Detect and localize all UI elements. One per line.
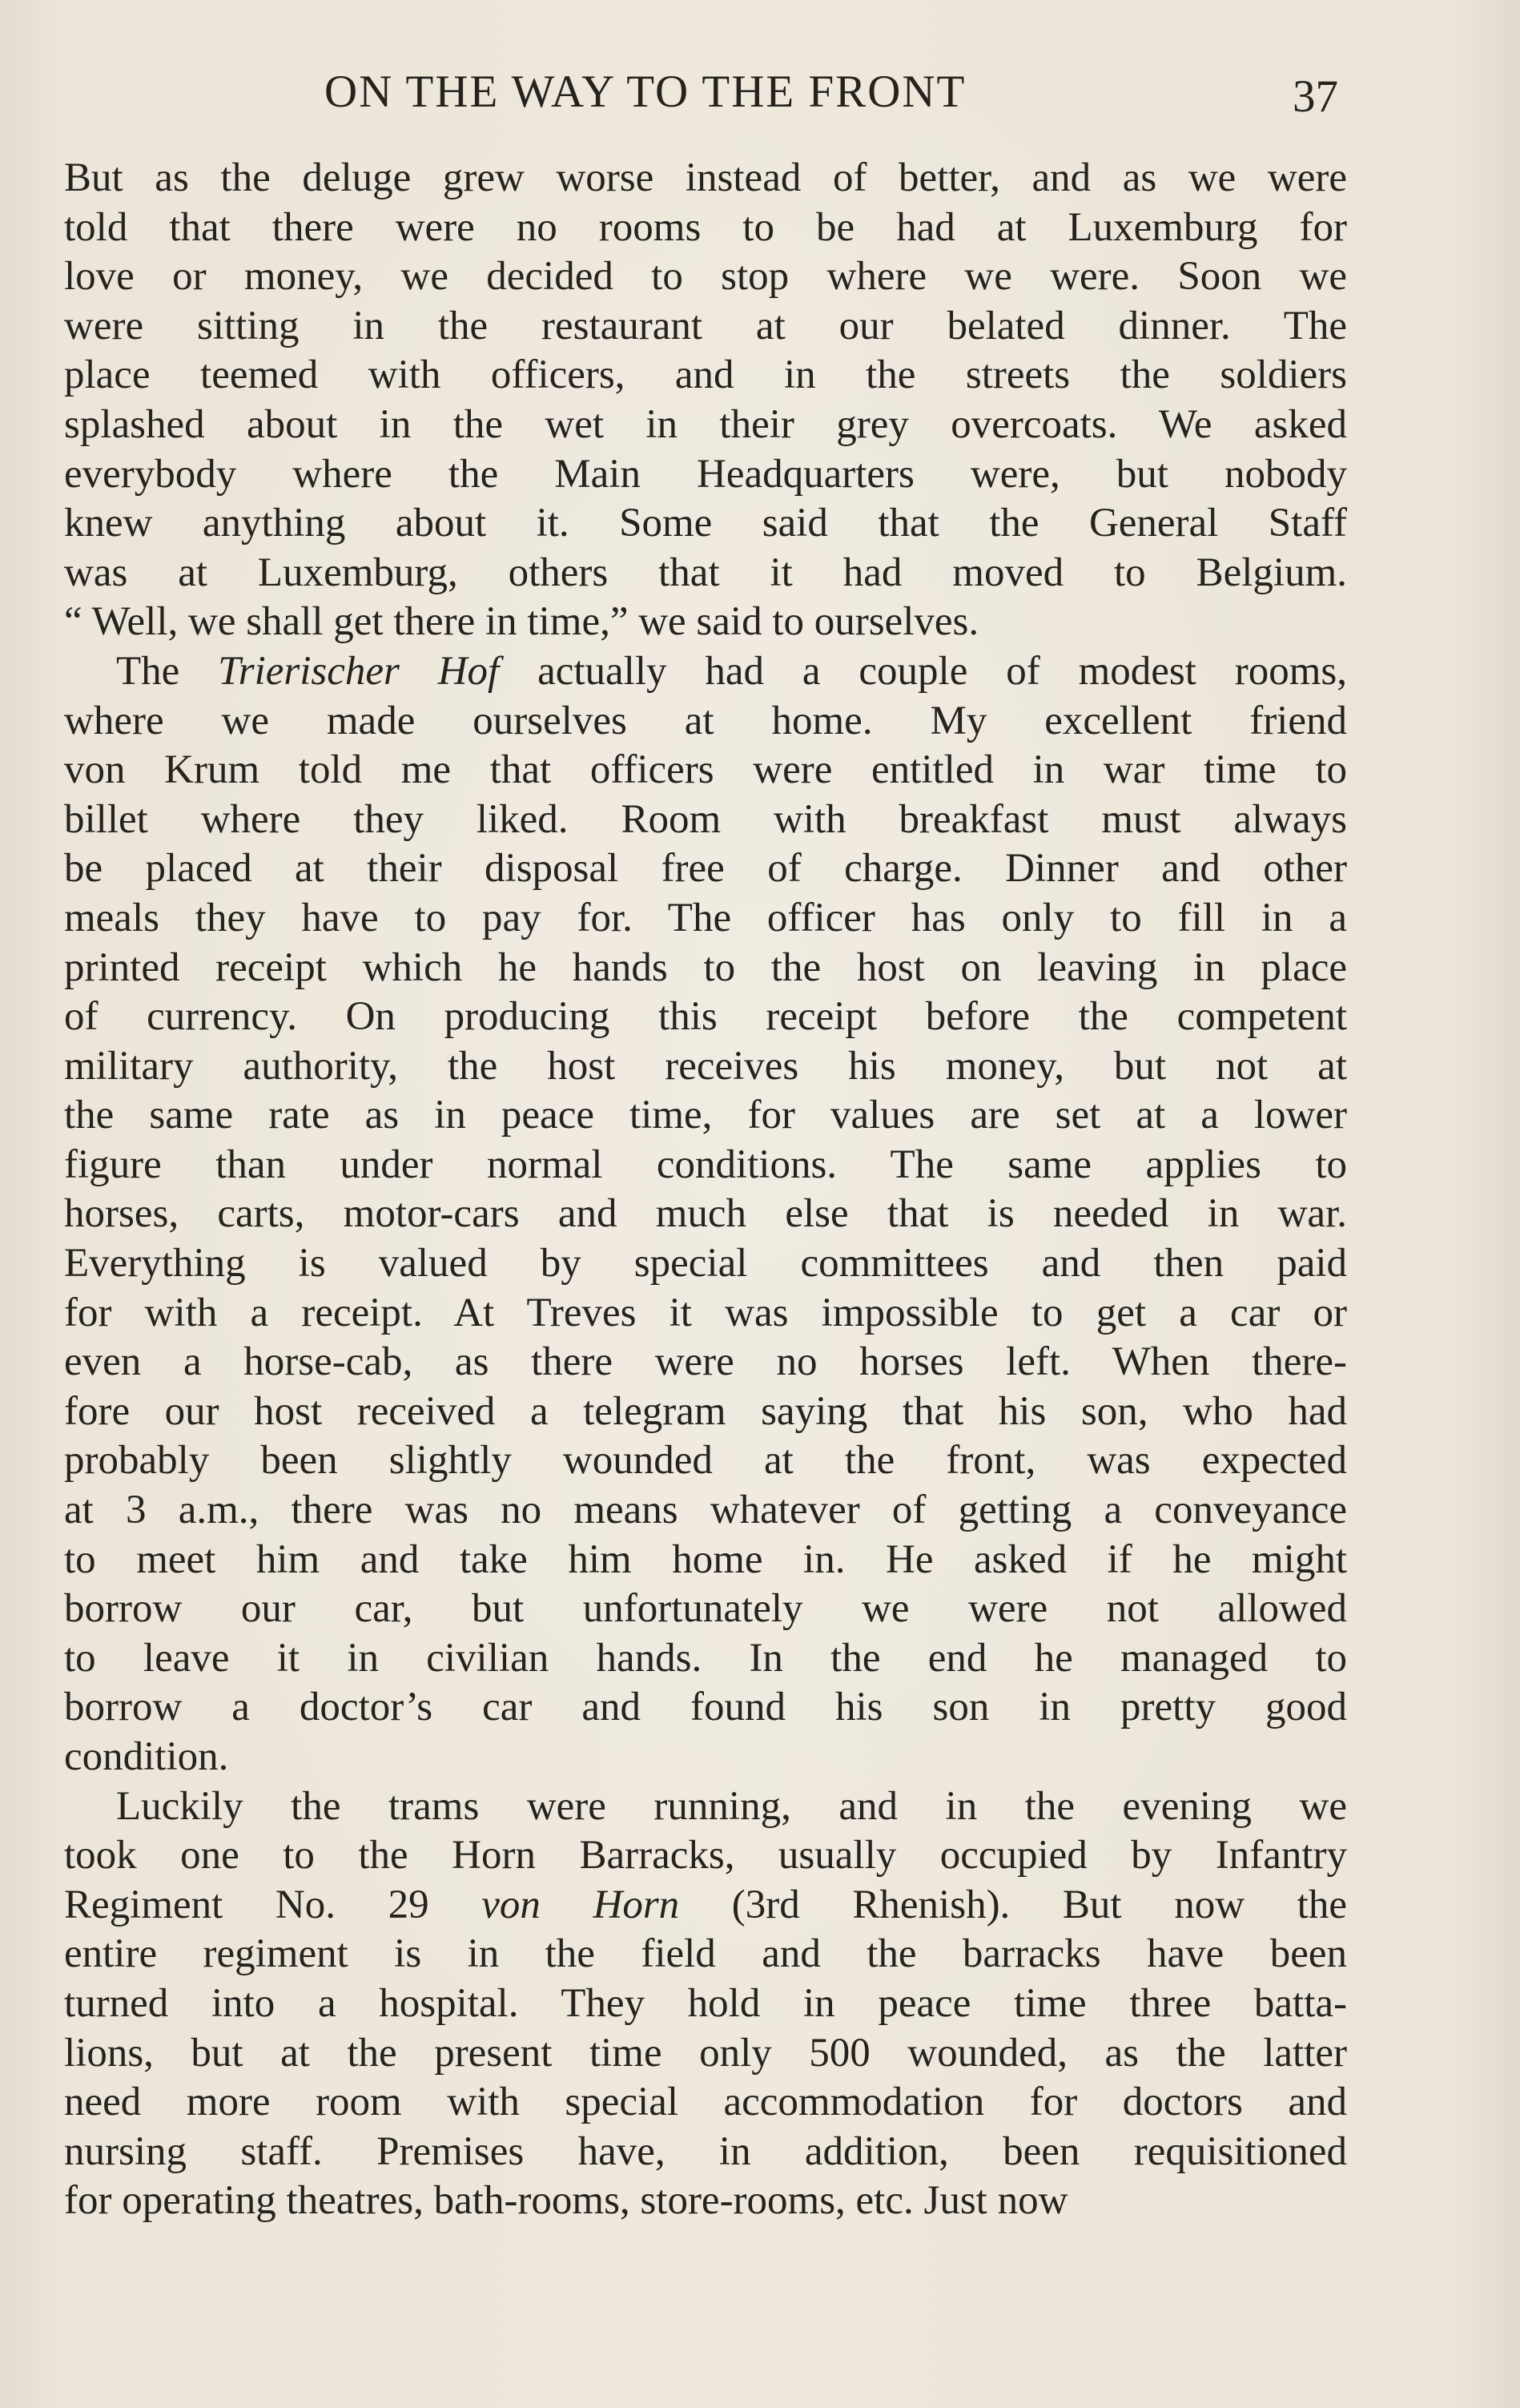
line-text: be placed at their disposal free of charge. Dinner and other: [64, 846, 1347, 892]
line-text: of currency. On producing this receipt before the competent: [64, 994, 1347, 1040]
text-line: [64, 1733, 1347, 1782]
line-text: probably been slightly wounded at the front, was expected: [64, 1438, 1347, 1484]
text-line: [64, 1782, 1347, 1832]
text-line: [64, 450, 1347, 500]
text-line: [64, 1239, 1347, 1289]
line-text: where we made ourselves at home. My excellent friend: [64, 698, 1347, 743]
line-text: was at Luxemburg, others that it had moved to Belgium.: [64, 550, 1347, 595]
line-text: Regiment No. 29: [64, 1882, 482, 1927]
line-text: borrow our car, but unfortunately we were not allowed: [64, 1586, 1347, 1632]
text-line: [64, 1436, 1347, 1486]
page-number: 37: [1293, 71, 1338, 122]
text-line: [64, 351, 1347, 401]
body-text: [64, 154, 1347, 2226]
paragraph: [64, 154, 1347, 647]
text-line: [64, 302, 1347, 352]
line-text: love or money, we decided to stop where we were. Soon we: [64, 254, 1347, 300]
line-text: actually had a couple of modest rooms,: [499, 648, 1348, 694]
paragraph: [64, 1782, 1347, 2226]
text-line: [64, 499, 1347, 549]
text-line: [64, 944, 1347, 993]
text-line: [64, 1091, 1347, 1141]
text-line: [64, 1930, 1347, 1979]
line-text: condition.: [64, 1734, 229, 1779]
paragraph: [64, 647, 1347, 1782]
line-text: horses, carts, motor-cars and much else that is needed in war.: [64, 1191, 1347, 1237]
line-text: military authority, the host receives his money, but not at: [64, 1043, 1347, 1089]
text-line: [64, 2128, 1347, 2177]
line-text: meals they have to pay for. The officer has only to fill in a: [64, 895, 1347, 940]
text-line: [64, 1190, 1347, 1239]
line-text: lions, but at the present time only 500 wounded, as the latter: [64, 2030, 1347, 2076]
line-text: need more room with special accommodation for doctors and: [64, 2080, 1347, 2125]
text-line: [64, 154, 1347, 203]
line-text: knew anything about it. Some said that the General Staff: [64, 501, 1347, 546]
line-text: everybody where the Main Headquarters were, but nobody: [64, 451, 1347, 497]
text-line: [64, 844, 1347, 894]
text-line: [64, 1881, 1347, 1931]
text-line: [64, 549, 1347, 598]
text-line: [64, 1683, 1347, 1733]
text-line: [64, 894, 1347, 944]
text-line: [64, 252, 1347, 302]
line-text: borrow a doctor’s car and found his son in pretty good: [64, 1685, 1347, 1730]
line-text: von Krum told me that officers were entitled in war time to: [64, 747, 1347, 793]
line-text: “ Well, we shall get there in time,” we said to ourselves.: [64, 599, 979, 645]
running-head: [0, 66, 1520, 122]
line-text: for operating theatres, bath-rooms, store-rooms, etc. Just now: [64, 2178, 1068, 2224]
line-text: even a horse-cab, as there were no horses left. When there-: [64, 1339, 1347, 1385]
line-text: told that there were no rooms to be had at Luxemburg for: [64, 204, 1347, 250]
line-text: fore our host received a telegram saying that his son, who had: [64, 1388, 1347, 1434]
text-line: [64, 993, 1347, 1042]
text-line: [64, 1536, 1347, 1585]
line-text: the same rate as in peace time, for values are set at a lower: [64, 1093, 1347, 1138]
text-line: [64, 203, 1347, 253]
text-line: [64, 1042, 1347, 1092]
text-line: [64, 1289, 1347, 1339]
text-line: [64, 1634, 1347, 1684]
text-line: [64, 746, 1347, 795]
line-text: printed receipt which he hands to the host on leaving in place: [64, 944, 1347, 990]
text-line: [64, 1387, 1347, 1437]
line-text: turned into a hospital. They hold in peace time three batta-: [64, 1980, 1347, 2026]
line-text: took one to the Horn Barracks, usually occupied by Infantry: [64, 1833, 1347, 1878]
line-text: figure than under normal conditions. The same applies to: [64, 1142, 1347, 1187]
line-text: But as the deluge grew worse instead of better, and as we were: [64, 155, 1347, 200]
italic-text: von Horn: [481, 1882, 680, 1927]
line-text: The: [116, 648, 219, 694]
line-text: place teemed with officers, and in the streets the soldiers: [64, 352, 1347, 398]
text-line: [64, 401, 1347, 450]
line-text: billet where they liked. Room with breakfast must always: [64, 796, 1347, 842]
line-text: at 3 a.m., there was no means whatever of getting a conveyance: [64, 1488, 1347, 1533]
text-line: [64, 1585, 1347, 1634]
text-line: [64, 1141, 1347, 1190]
text-line: [64, 1338, 1347, 1387]
text-line: [64, 697, 1347, 747]
line-text: entire regiment is in the field and the barracks have been: [64, 1931, 1347, 1977]
line-text: to leave it in civilian hands. In the end he managed to: [64, 1635, 1347, 1681]
text-line: [64, 2029, 1347, 2079]
line-text: were sitting in the restaurant at our belated dinner. The: [64, 303, 1347, 348]
text-line: [64, 598, 1347, 647]
text-line: [64, 2078, 1347, 2128]
text-line: [64, 795, 1347, 845]
text-line: [64, 2176, 1347, 2226]
line-text: Luckily the trams were running, and in the evening we: [116, 1783, 1347, 1829]
line-text: (3rd Rhenish). But now the: [679, 1882, 1347, 1927]
text-line: [64, 1831, 1347, 1881]
line-text: for with a receipt. At Treves it was impossible to get a car or: [64, 1290, 1347, 1335]
line-text: to meet him and take him home in. He asked if he might: [64, 1536, 1347, 1582]
text-line: [64, 1486, 1347, 1536]
line-text: nursing staff. Premises have, in addition, been requisitioned: [64, 2128, 1347, 2174]
text-line: [64, 647, 1347, 697]
running-title: ON THE WAY TO THE FRONT: [324, 66, 967, 117]
line-text: Everything is valued by special committees and then paid: [64, 1241, 1347, 1287]
line-text: splashed about in the wet in their grey overcoats. We asked: [64, 401, 1347, 447]
text-line: [64, 1979, 1347, 2029]
italic-text: Trierischer Hof: [218, 648, 500, 694]
